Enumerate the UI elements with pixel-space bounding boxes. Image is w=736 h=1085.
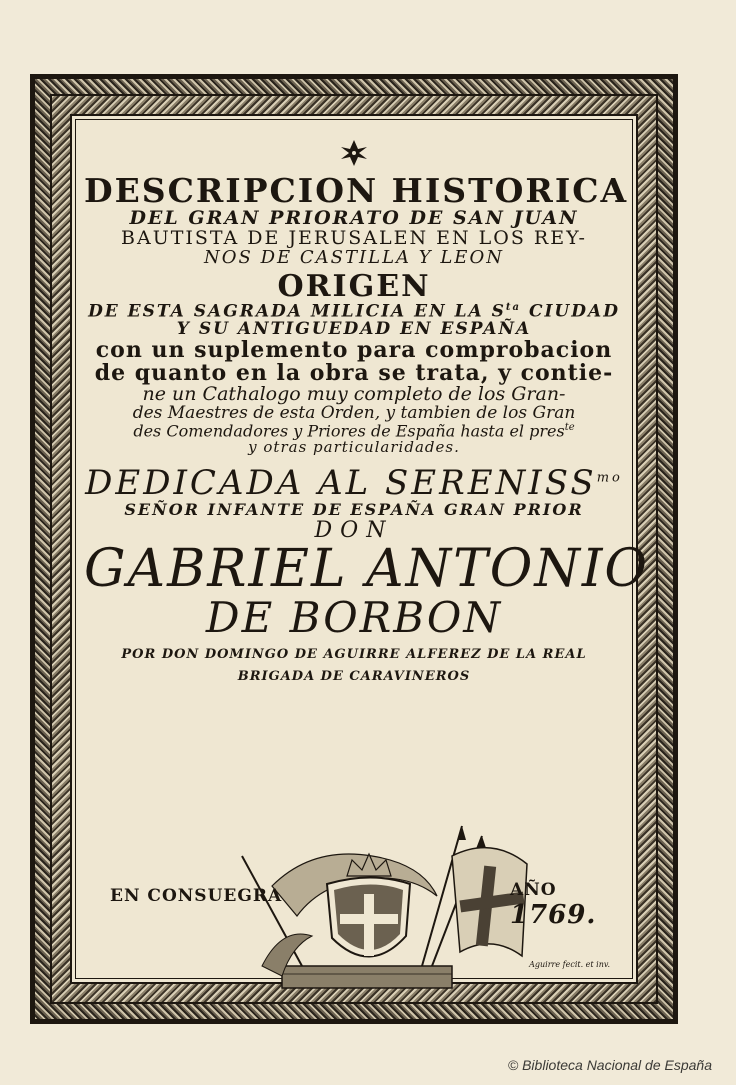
description-line: y otras particularidades. bbox=[248, 438, 460, 457]
description-text: CIUDAD bbox=[521, 301, 620, 322]
author-line: POR DON DOMINGO DE AGUIRRE ALFEREZ DE LA REAL bbox=[121, 647, 587, 663]
origen-heading: ORIGEN bbox=[277, 269, 431, 305]
title-panel bbox=[70, 114, 650, 984]
don-line: DON bbox=[314, 517, 394, 543]
subtitle-line: BAUTISTA DE JERUSALEN EN LOS REY- bbox=[121, 226, 587, 249]
superscript: mo bbox=[596, 470, 623, 486]
title-line: DESCRIPCION HISTORICA bbox=[84, 171, 629, 210]
dedication-text: DEDICADA AL SERENISS bbox=[85, 463, 597, 504]
subtitle-line: NOS DE CASTILLA Y LEON bbox=[204, 246, 504, 268]
publication-year bbox=[510, 880, 636, 930]
coat-of-arms-emblem bbox=[222, 816, 542, 996]
dedication-line bbox=[84, 463, 624, 504]
description-line: ne un Cathalogo muy completo de los Gran- bbox=[142, 383, 566, 406]
year-value: 1769. bbox=[510, 900, 597, 930]
name-line: DE BORBON bbox=[205, 593, 503, 643]
subtitle-line: DEL GRAN PRIORATO DE SAN JUAN bbox=[129, 206, 579, 229]
middle-ornamental-border bbox=[50, 94, 658, 1004]
description-text: des Comendadores y Priores de España hasta el pres bbox=[133, 421, 565, 441]
description-line: de quanto en la obra se trata, y contie- bbox=[94, 360, 614, 387]
author-line: BRIGADA DE CARAVINEROS bbox=[237, 669, 471, 684]
publication-place: EN CONSUEGRA bbox=[110, 886, 283, 906]
superscript: ta bbox=[505, 301, 522, 313]
title-text-block bbox=[84, 138, 650, 684]
description-text: DE ESTA SAGRADA MILICIA EN LA S bbox=[88, 301, 506, 322]
year-word: AÑO bbox=[510, 880, 557, 900]
name-line: GABRIEL ANTONIO bbox=[84, 538, 650, 599]
outer-ornamental-border bbox=[30, 74, 678, 1024]
description-line: con un suplemento para comprobacion bbox=[95, 337, 613, 364]
dedication-line: SEÑOR INFANTE DE ESPAÑA GRAN PRIOR bbox=[124, 499, 584, 519]
engraver-credit: Aguirre fecit. et inv. bbox=[529, 960, 610, 969]
description-line: des Maestres de esta Orden, y tambien de los Gran bbox=[132, 403, 576, 424]
superscript: te bbox=[564, 422, 575, 434]
description-line: Y SU ANTIGUEDAD EN ESPAÑA bbox=[176, 319, 532, 340]
copyright-notice: © Biblioteca Nacional de España bbox=[507, 1057, 712, 1073]
maltese-cross-icon bbox=[339, 138, 369, 168]
